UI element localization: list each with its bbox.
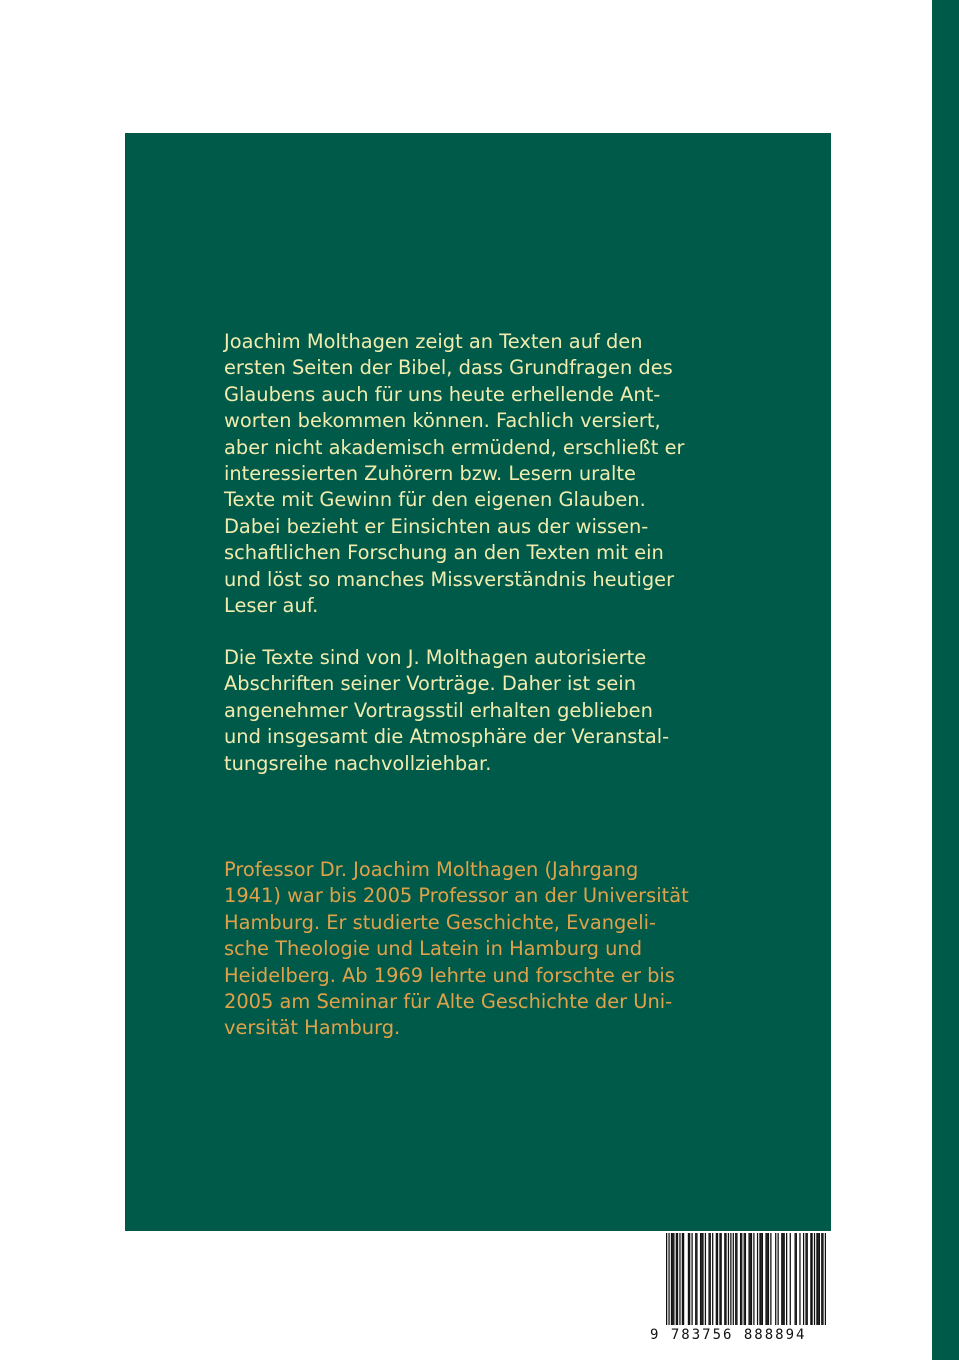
barcode-bar [770,1233,771,1325]
barcode-bar [811,1233,812,1325]
barcode-bar [668,1233,669,1325]
blurb-line: aber nicht akademisch ermüdend, erschließt er [224,435,685,459]
barcode-bar [705,1233,706,1325]
barcode-bar [741,1233,742,1325]
isbn-barcode [650,1233,832,1345]
barcode-bar [757,1233,758,1325]
author-bio-line: 2005 am Seminar für Alte Geschichte der Uni- [224,990,673,1014]
barcode-bar [790,1233,791,1325]
blurb-line: Die Texte sind von J. Molthagen autorisierte [224,646,647,669]
blurb-line: Abschriften seiner Vorträge. Daher ist sein [224,672,636,696]
blurb-paragraph-2 [224,645,764,777]
blurb-line: und insgesamt die Atmosphäre der Veranstal- [224,725,670,749]
spine-strip [932,0,959,1360]
barcode-bar [730,1233,731,1325]
barcode-bar [784,1233,785,1325]
barcode-bar [733,1233,734,1325]
barcode-bar [728,1233,729,1325]
barcode-bar [782,1233,783,1325]
barcode-bar [721,1233,722,1325]
barcode-bar [814,1233,815,1325]
barcode-bar [803,1233,804,1325]
barcode-bar [691,1233,692,1325]
barcode-bar [761,1233,762,1325]
barcode-bar [753,1233,754,1325]
blurb-line: schaftlichen Forschung an den Texten mit ein [224,541,664,565]
barcode-bar [818,1233,819,1325]
blurb-line: und löst so manches Missverständnis heutiger [224,567,675,591]
barcode-bar [719,1233,720,1325]
barcode-bar [736,1233,737,1325]
blurb-line: Glaubens auch für uns heute erhellende Ant- [224,382,661,406]
barcode-bar [716,1233,717,1325]
author-bio-line: sche Theologie und Latein in Hamburg und [224,937,643,961]
barcode-bar [725,1233,726,1325]
author-bio-line: Heidelberg. Ab 1969 lehrte und forschte er bis [224,963,675,987]
blurb-line: angenehmer Vortragsstil erhalten geblieben [224,698,653,722]
barcode-bar [710,1233,711,1325]
barcode-bar [673,1233,674,1325]
barcode-bar [768,1233,769,1325]
barcode-bar [672,1233,673,1325]
barcode-bar [799,1233,800,1325]
blurb-line: ersten Seiten der Bibel, dass Grundfragen des [224,356,673,380]
barcode-bar [695,1233,696,1325]
barcode-bar [689,1233,690,1325]
barcode-bar [744,1233,745,1325]
barcode-bar [748,1233,749,1325]
author-bio [224,857,764,1042]
author-bio-line: versität Hamburg. [224,1016,401,1040]
barcode-bar [708,1233,709,1325]
barcode-bar [696,1233,697,1325]
barcode-bar [745,1233,746,1325]
barcode-bar [762,1233,763,1325]
barcode-bar [750,1233,751,1325]
barcode-bar [688,1233,689,1325]
blurb-line: tungsreihe nachvollziehbar. [224,751,492,775]
blurb-line: Leser auf. [224,594,319,618]
barcode-bar [679,1233,680,1325]
barcode-bars [666,1233,826,1325]
blurb-line: interessierten Zuhörern bzw. Lesern uralte [224,462,636,486]
barcode-bar [676,1233,677,1325]
barcode-bar [796,1233,797,1325]
barcode-bar [682,1233,683,1325]
barcode-bar [700,1233,701,1325]
barcode-bar [781,1233,782,1325]
barcode-bar [717,1233,718,1325]
blurb-line: worten bekommen können. Fachlich versiert, [224,409,661,433]
barcode-bar [712,1233,713,1325]
barcode-bar [765,1233,766,1325]
blurb-line: Dabei bezieht er Einsichten aus der wissen- [224,514,649,538]
barcode-bar [819,1233,820,1325]
barcode-digits: 9 783756 888894 [650,1327,807,1343]
barcode-bar [794,1233,795,1325]
barcode-bar [821,1233,822,1325]
author-bio-line: Hamburg. Er studierte Geschichte, Evangeli- [224,910,657,934]
barcode-bar [666,1233,667,1325]
barcode-bar [701,1233,702,1325]
blurb-line: Texte mit Gewinn für den eigenen Glauben. [224,488,646,512]
barcode-bar [767,1233,768,1325]
barcode-bar [810,1233,811,1325]
barcode-bar [702,1233,703,1325]
author-bio-line: Professor Dr. Joachim Molthagen (Jahrgang [224,858,639,881]
barcode-bar [816,1233,817,1325]
barcode-bar [778,1233,779,1325]
barcode-bar [759,1233,760,1325]
barcode-bar [822,1233,823,1325]
barcode-bar [775,1233,776,1325]
barcode-bar [671,1233,672,1325]
barcode-bar [805,1233,806,1325]
blurb-paragraph-1 [224,329,764,619]
blurb-line: Joachim Molthagen zeigt an Texten auf den [224,330,643,353]
barcode-bar [786,1233,787,1325]
barcode-bar [825,1233,826,1325]
barcode-bar [735,1233,736,1325]
author-bio-line: 1941) war bis 2005 Professor an der Universität [224,884,689,908]
barcode-bar [807,1233,808,1325]
barcode-bar [677,1233,678,1325]
barcode-bar [740,1233,741,1325]
barcode-bar [683,1233,684,1325]
barcode-bar [751,1233,752,1325]
barcode-bar [724,1233,725,1325]
